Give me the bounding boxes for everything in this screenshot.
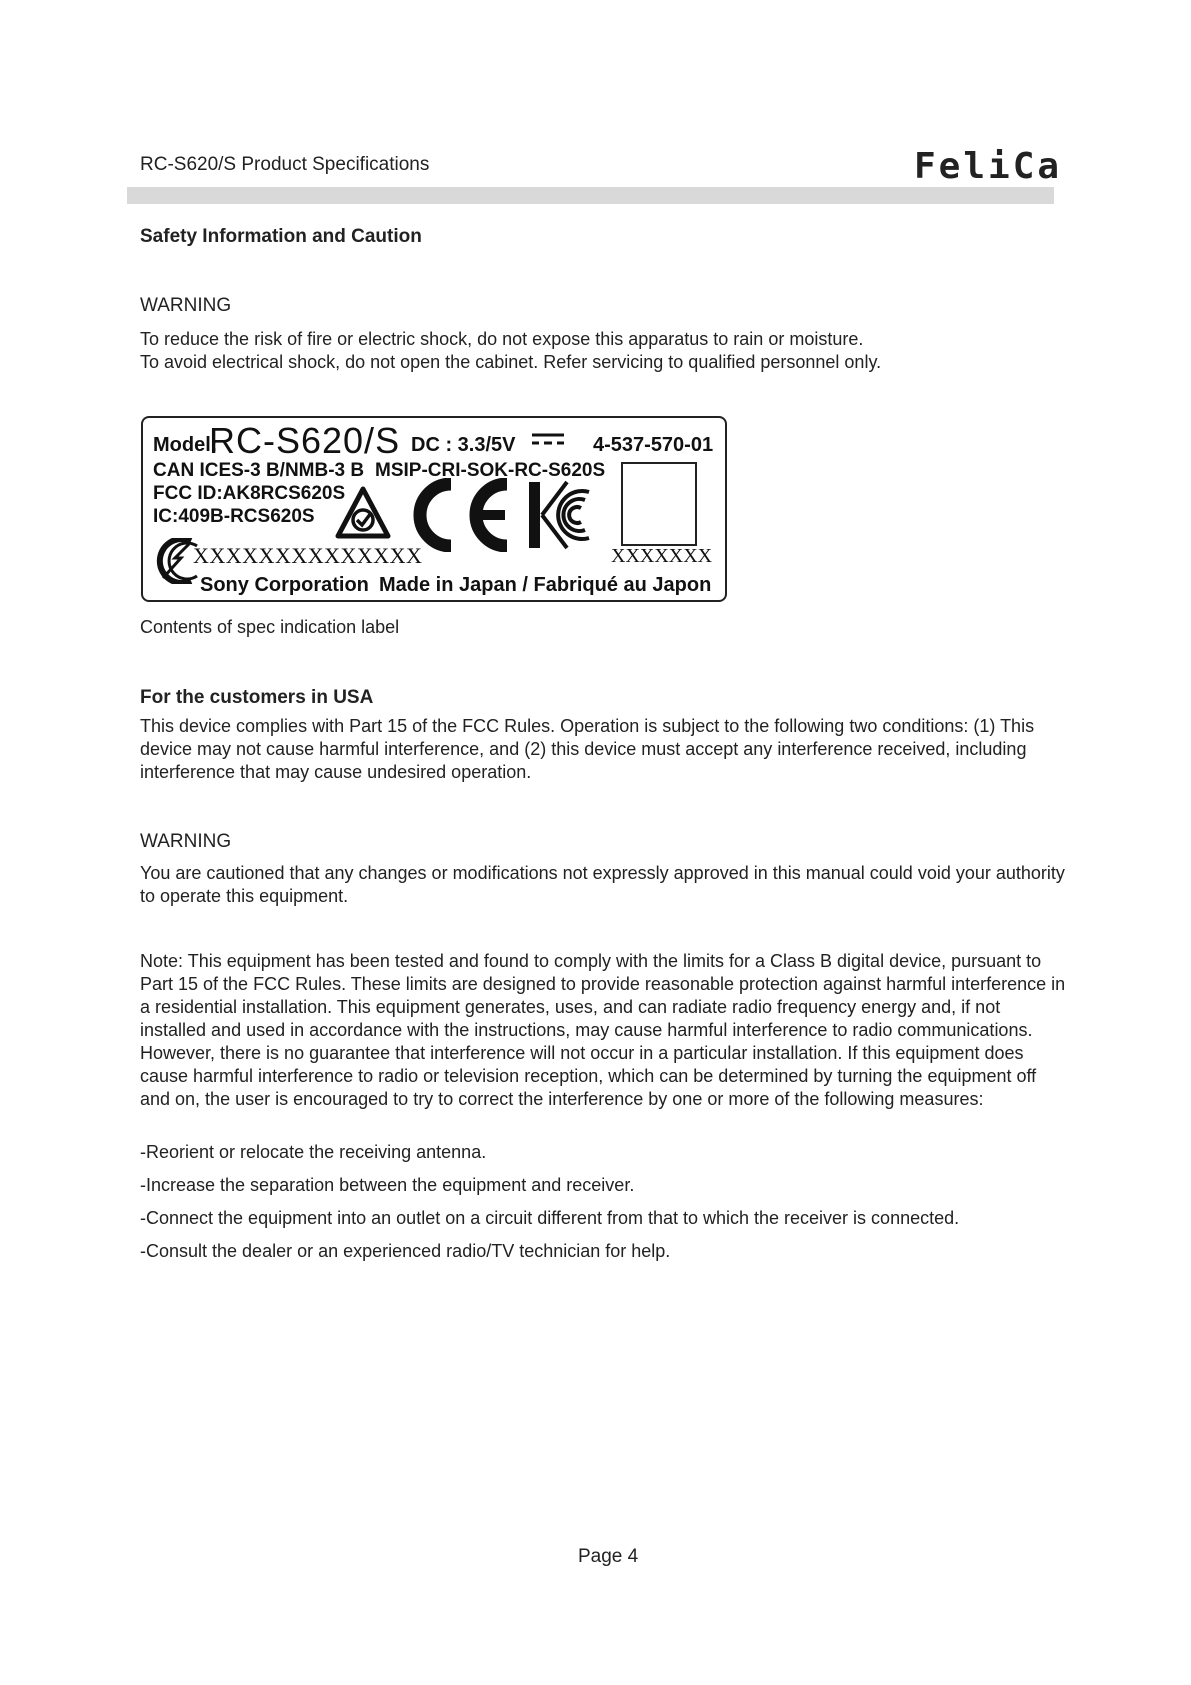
measures-list (140, 1141, 1070, 1273)
ic-number: IC:409B-RCS620S (153, 506, 315, 527)
header-divider (127, 187, 1054, 204)
serial-number: XXXXXXXXXXXXXX (193, 543, 423, 568)
country-of-origin: Made in Japan / Fabriqué au Japon (379, 574, 712, 596)
blank-marking-box (621, 462, 697, 546)
usa-warning-text: You are cautioned that any changes or modifications not expressly approved in this manual could void your authority to operate this equipment. (140, 863, 1065, 906)
can-ices-text: CAN ICES-3 B/NMB-3 B (153, 460, 365, 481)
ce-mark-icon (409, 478, 517, 552)
warning-text (140, 328, 1070, 374)
fcc-compliance-text: This device complies with Part 15 of the FCC Rules. Operation is subject to the following two conditions: (1) This device may not cause harmful interference, and (2) this device must accept any interference received, including interference that may cause undesired operation. (140, 716, 1035, 782)
dc-symbol-icon (531, 428, 565, 448)
lot-number: XXXXXXX (611, 545, 713, 567)
fcc-id: FCC ID:AK8RCS620S (153, 483, 346, 504)
measure-item: -Increase the separation between the equipment and receiver. (140, 1175, 635, 1195)
dc-rating: DC : 3.3/5V (411, 434, 516, 456)
warning-line: To reduce the risk of fire or electric shock, do not expose this apparatus to rain or moisture. (140, 329, 864, 349)
safety-heading: Safety Information and Caution (140, 226, 422, 247)
rcm-mark-icon (335, 486, 391, 540)
spec-label (141, 416, 727, 602)
warning-line: To avoid electrical shock, do not open the cabinet. Refer servicing to qualified personnel only. (140, 352, 882, 372)
measure-item: -Reorient or relocate the receiving antenna. (140, 1142, 487, 1162)
warning-title: WARNING (140, 295, 232, 316)
usa-warning-title: WARNING (140, 831, 232, 852)
page-number: Page 4 (578, 1546, 639, 1567)
usa-heading: For the customers in USA (140, 687, 374, 708)
fcc-note: Note: This equipment has been tested and found to comply with the limits for a Class B digital device, pursuant to Part 15 of the FCC Rules. These limits are designed to provide reasonable protection against harmful interference in a residential installation. This equipment generates, uses, and can radiate radio frequency energy and, if not installed and used in accordance with the instructions, may cause harmful interference to radio communications. However, there is no guarantee that interference will not occur in a particular installation. If this equipment does cause harmful interference to radio or television reception, which can be determined by turning the equipment off and on, the user is encouraged to try to correct the interference by one or more of the following measures: (140, 951, 1066, 1109)
model-number: RC-S620/S (209, 420, 401, 461)
felica-logo: FeliCa (914, 146, 1063, 187)
manufacturer: Sony Corporation (200, 574, 369, 596)
part-number: 4-537-570-01 (593, 434, 714, 456)
label-caption: Contents of spec indication label (140, 617, 400, 637)
model-prefix: Model: (153, 434, 218, 456)
measure-item: -Consult the dealer or an experienced radio/TV technician for help. (140, 1241, 671, 1261)
measure-item: -Connect the equipment into an outlet on a circuit different from that to which the receiver is connected. (140, 1208, 960, 1228)
kc-mark-icon (527, 478, 593, 552)
msip-text: MSIP-CRI-SOK-RC-S620S (375, 460, 606, 481)
document-title: RC-S620/S Product Specifications (140, 154, 430, 175)
